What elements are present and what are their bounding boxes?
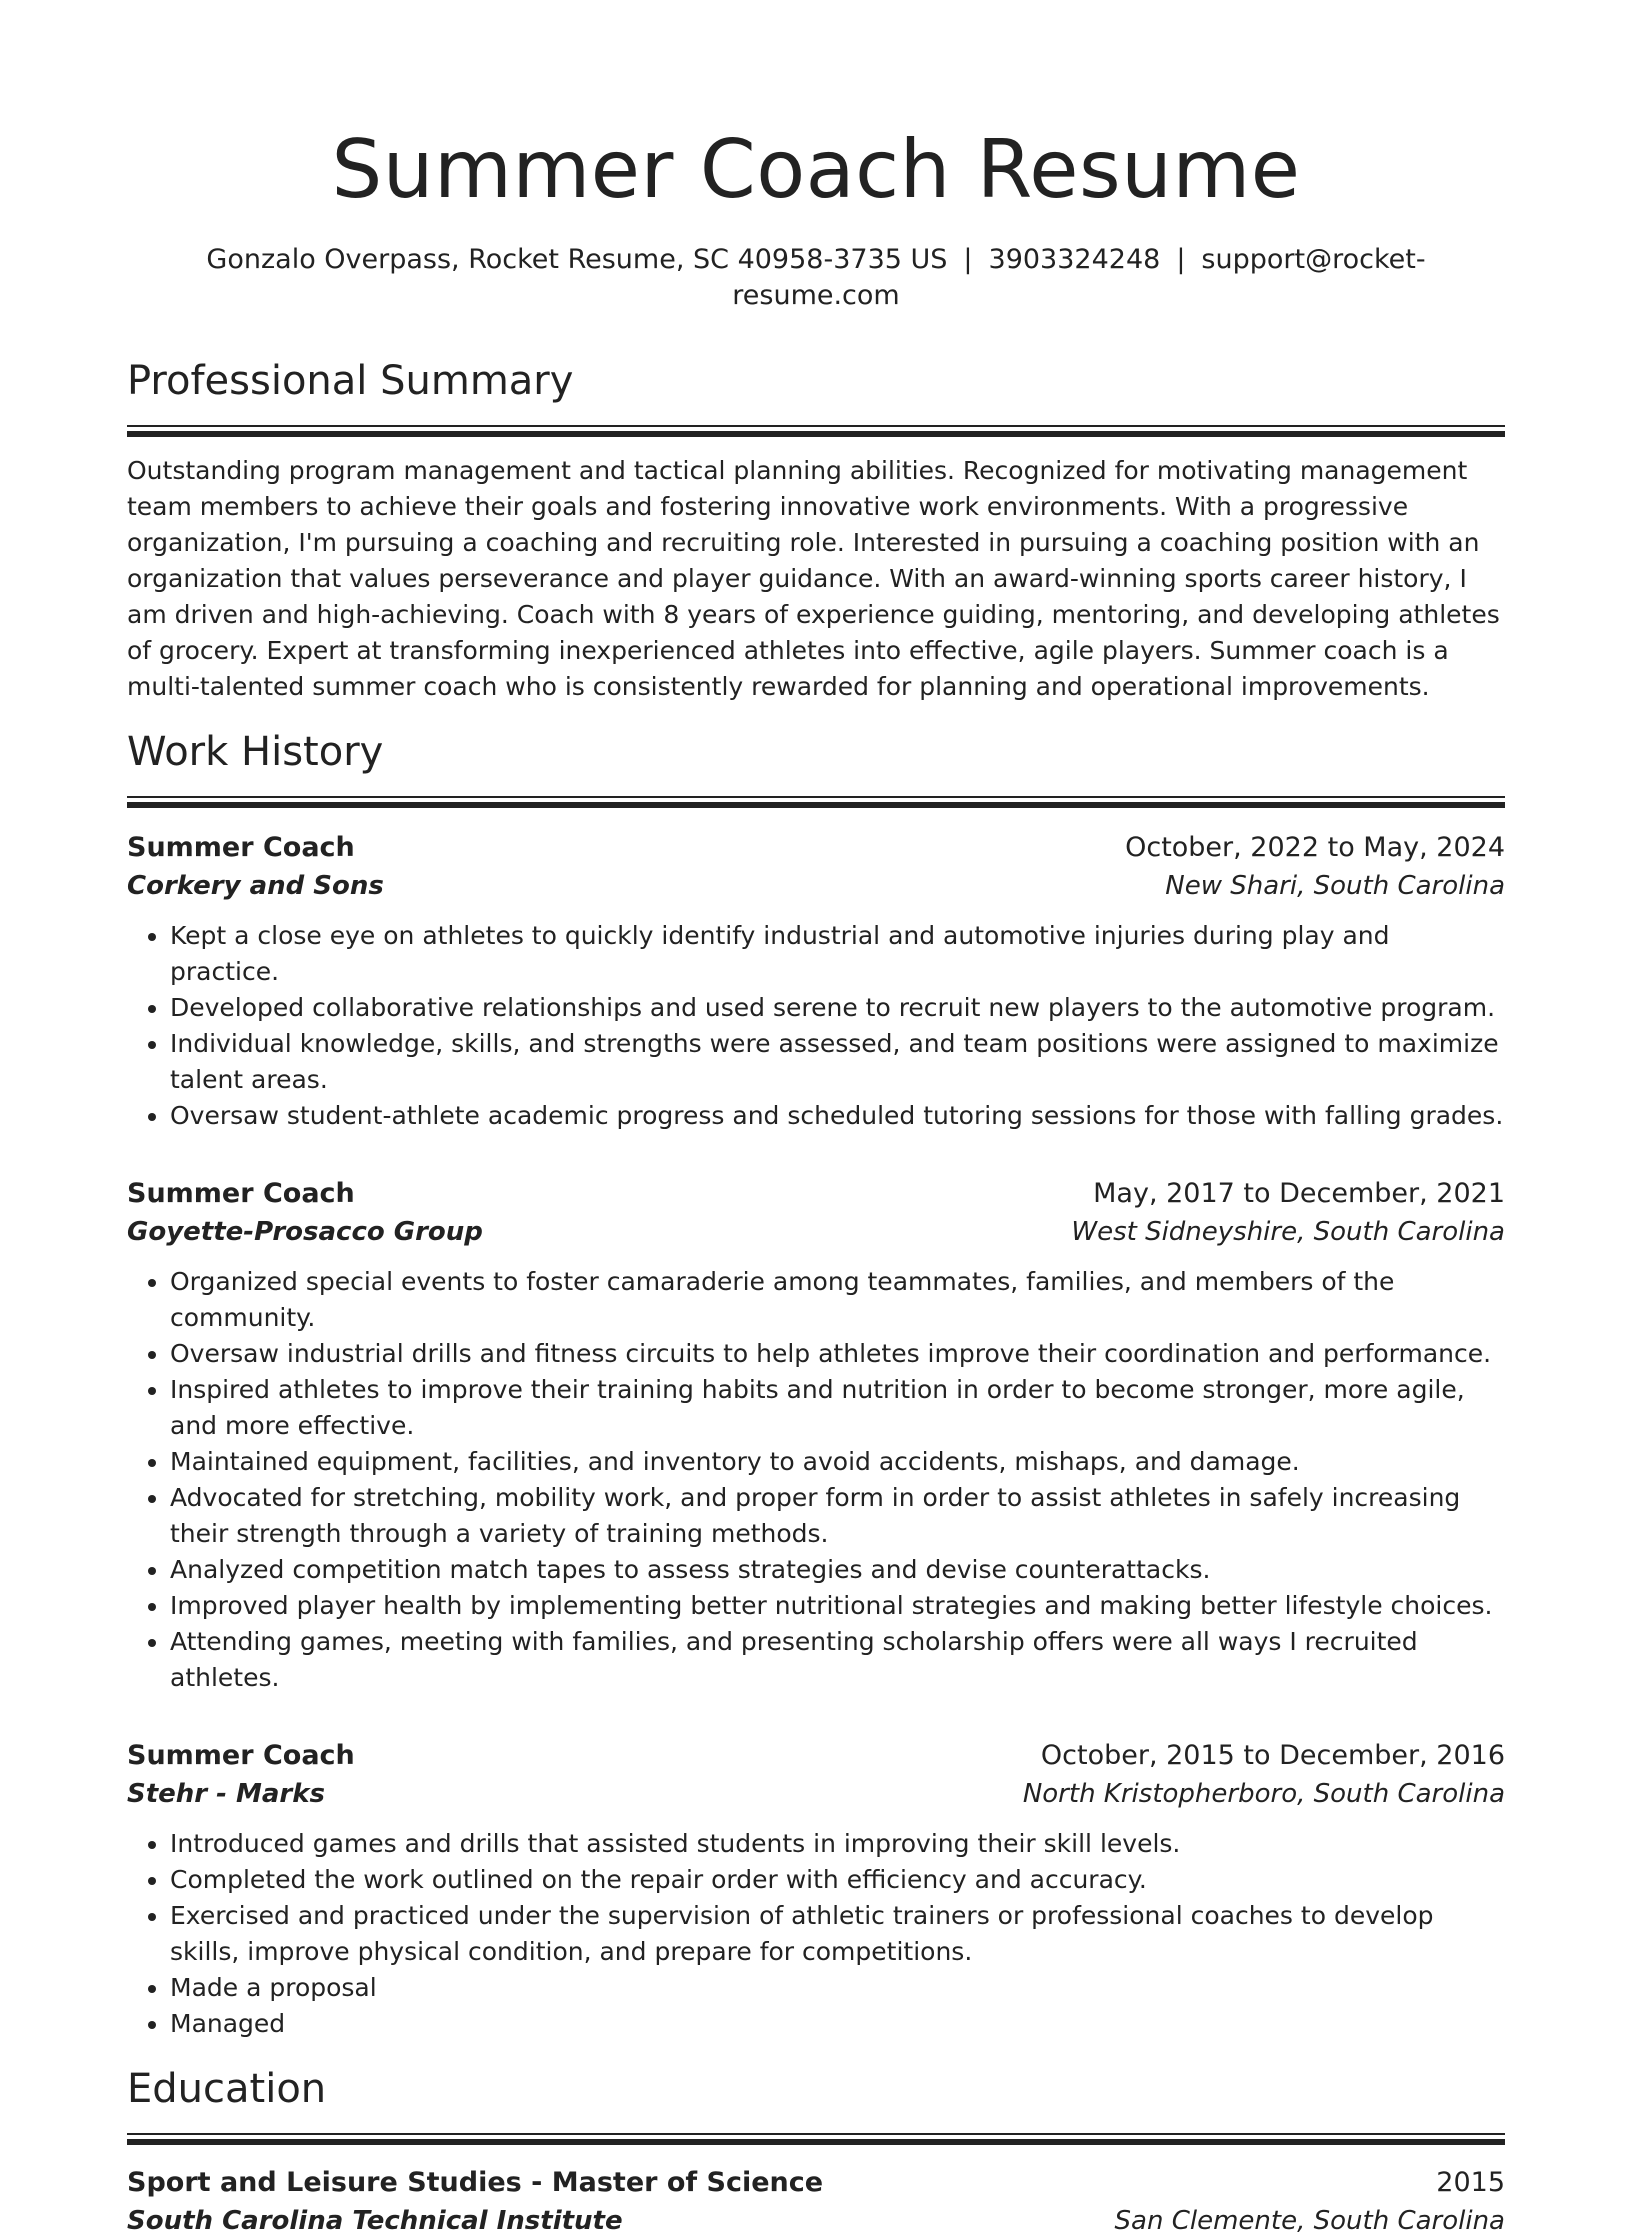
job-entry <box>127 828 1505 1134</box>
job-dates: October, 2022 to May, 2024 <box>1125 832 1505 863</box>
bullet-item: • Individual knowledge, skills, and strengths were assessed, and team positions were assigned to maximize talent areas. <box>170 1026 1505 1098</box>
contact-email: support@rocket-resume.com <box>732 244 1426 311</box>
education-heading: Education <box>127 2066 327 2112</box>
bullet-item: • Exercised and practiced under the supervision of athletic trainers or professional coaches to develop skills, improve physical condition, and prepare for competitions. <box>170 1898 1505 1970</box>
job-dates: May, 2017 to December, 2021 <box>1093 1178 1505 1209</box>
job-company: Corkery and Sons <box>127 871 384 901</box>
work-history-heading: Work History <box>127 729 384 775</box>
job-dates: October, 2015 to December, 2016 <box>1040 1740 1505 1771</box>
bullet-item: • Improved player health by implementing better nutritional strategies and making better lifestyle choices. <box>170 1588 1505 1624</box>
job-location: West Sidneyshire, South Carolina <box>1071 1217 1505 1247</box>
education-degree: Sport and Leisure Studies - Master of Science <box>127 2167 824 2198</box>
job-title: Summer Coach <box>127 1178 355 1209</box>
job-company: Stehr - Marks <box>127 1779 326 1809</box>
job-title: Summer Coach <box>127 1740 355 1771</box>
section-divider <box>127 796 1505 808</box>
bullet-item: • Oversaw student-athlete academic progress and scheduled tutoring sessions for those with falling grades. <box>170 1098 1505 1134</box>
summary-section <box>127 356 1505 437</box>
bullet-item: • Attending games, meeting with families, and presenting scholarship offers were all ways I recruited athletes. <box>170 1624 1505 1696</box>
contact-separator: | <box>1176 244 1186 275</box>
bullet-item: • Completed the work outlined on the repair order with efficiency and accuracy. <box>170 1862 1505 1898</box>
bullet-item: • Inspired athletes to improve their training habits and nutrition in order to become stronger, more agile, and more effective. <box>170 1372 1505 1444</box>
job-location: New Shari, South Carolina <box>1165 871 1505 901</box>
job-location: North Kristopherboro, South Carolina <box>1022 1779 1505 1809</box>
section-divider <box>127 425 1505 437</box>
job-entry <box>127 1736 1505 2042</box>
bullet-item: • Developed collaborative relationships and used serene to recruit new players to the automotive program. <box>170 990 1505 1026</box>
bullet-item: • Oversaw industrial drills and fitness circuits to help athletes improve their coordination and performance. <box>170 1336 1505 1372</box>
bullet-item: • Made a proposal <box>170 1970 1505 2006</box>
contact-address: Gonzalo Overpass, Rocket Resume, SC 40958-3735 US <box>206 244 948 275</box>
bullet-item: • Introduced games and drills that assisted students in improving their skill levels. <box>170 1826 1505 1862</box>
education-location: San Clemente, South Carolina <box>1114 2206 1505 2236</box>
education-entry <box>127 2163 1505 2239</box>
job-entry <box>127 1174 1505 1696</box>
job-company: Goyette-Prosacco Group <box>127 1217 483 1247</box>
bullet-item: • Organized special events to foster camaraderie among teammates, families, and members of the community. <box>170 1264 1505 1336</box>
education-section <box>127 2064 1505 2145</box>
section-divider <box>127 2133 1505 2145</box>
job-bullets <box>127 1264 1505 1696</box>
contact-line <box>127 242 1505 314</box>
bullet-item: • Kept a close eye on athletes to quickly identify industrial and automotive injuries during play and practice. <box>170 918 1505 990</box>
job-bullets <box>127 1826 1505 2042</box>
education-year: 2015 <box>1436 2167 1505 2198</box>
job-bullets <box>127 918 1505 1134</box>
bullet-item: • Analyzed competition match tapes to assess strategies and devise counterattacks. <box>170 1552 1505 1588</box>
summary-text: Outstanding program management and tactical planning abilities. Recognized for motivating management team members to achieve their goals and fostering innovative work environments. With a progressive organization, I'm pursuing a coaching and recruiting role. Interested in pursuing a coaching position with an organization that values perseverance and player guidance. With an award-winning sports career history, I am driven and high-achieving. Coach with 8 years of experience guiding, mentoring, and developing athletes of grocery. Expert at transforming inexperienced athletes into effective, agile players. Summer coach is a multi-talented summer coach who is consistently rewarded for planning and operational improvements. <box>127 456 1500 701</box>
resume-title: Summer Coach Resume <box>331 123 1301 216</box>
summary-heading: Professional Summary <box>127 358 574 404</box>
work-history-section <box>127 727 1505 808</box>
education-school: South Carolina Technical Institute <box>127 2206 623 2236</box>
job-title: Summer Coach <box>127 832 355 863</box>
contact-phone: 3903324248 <box>988 244 1161 275</box>
contact-separator: | <box>963 244 973 275</box>
bullet-item: • Managed <box>170 2006 1505 2042</box>
bullet-item: • Maintained equipment, facilities, and inventory to avoid accidents, mishaps, and damage. <box>170 1444 1505 1480</box>
bullet-item: • Advocated for stretching, mobility work, and proper form in order to assist athletes in safely increasing their strength through a variety of training methods. <box>170 1480 1505 1552</box>
